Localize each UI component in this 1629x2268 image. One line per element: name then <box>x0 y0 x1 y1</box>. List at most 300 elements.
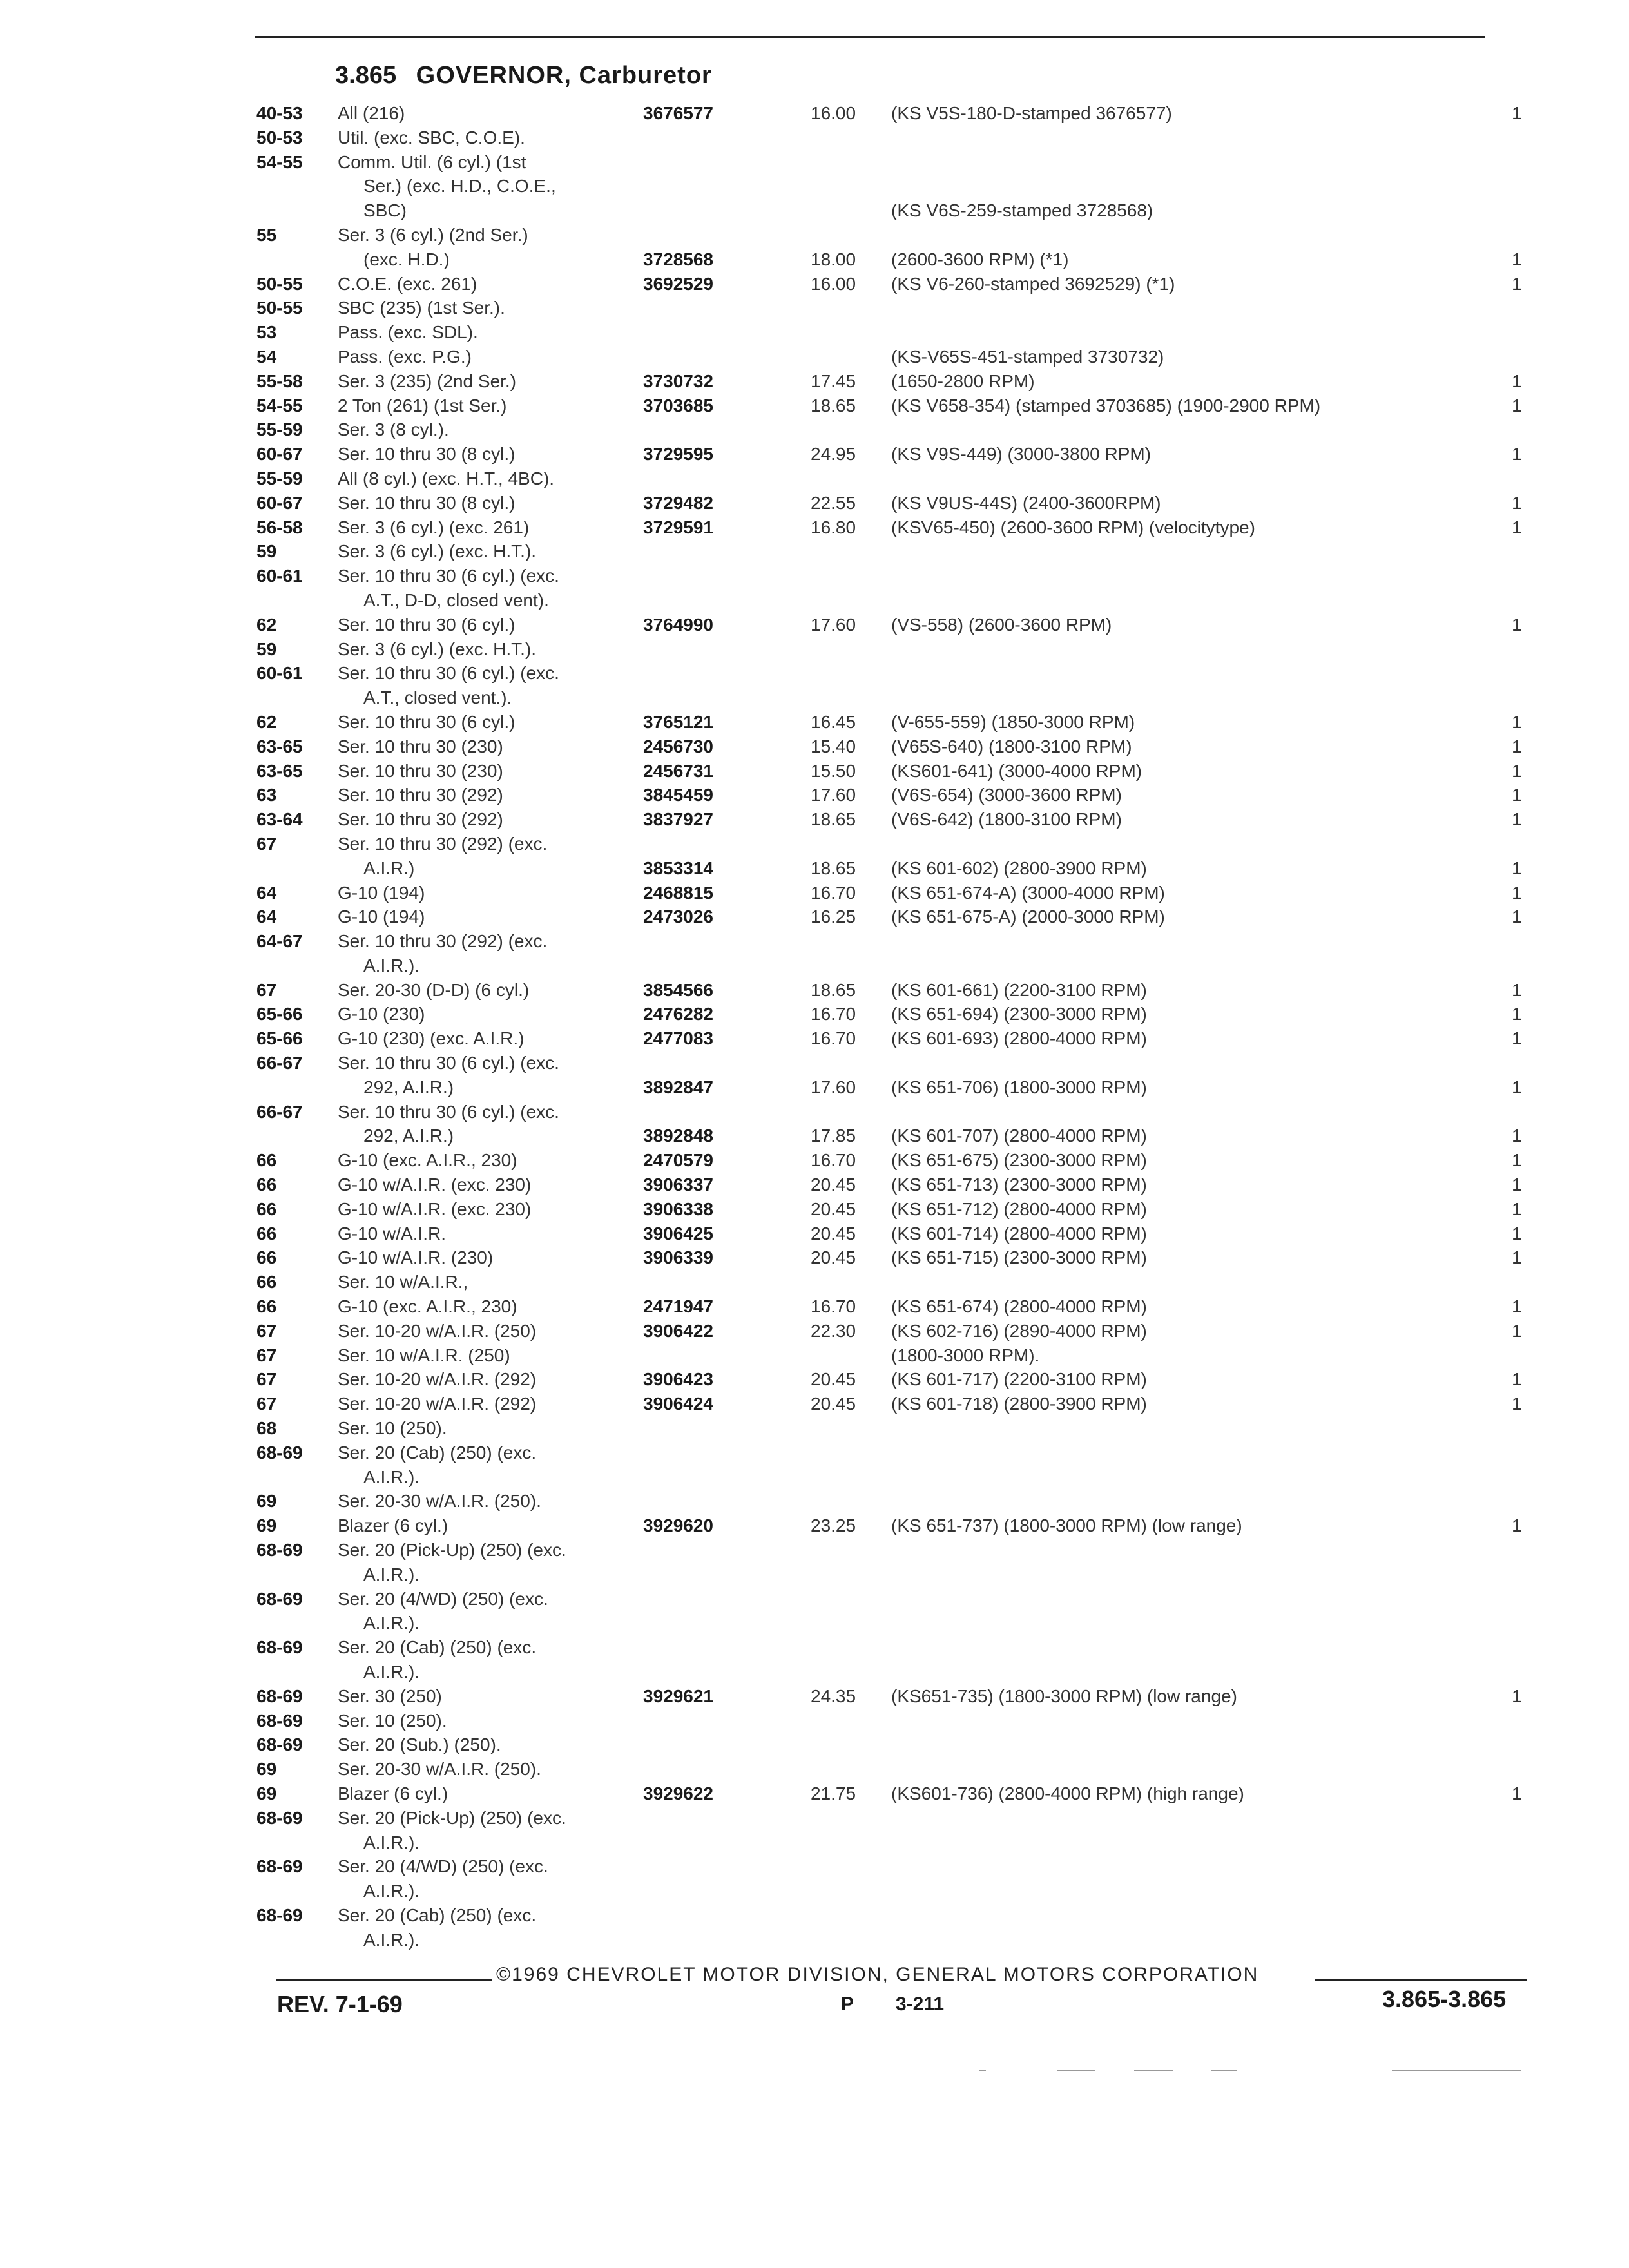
application: All (216) <box>338 103 405 123</box>
list-item <box>256 1369 1522 1394</box>
list-price: 20.45 <box>811 1247 856 1268</box>
list-item <box>256 200 1519 225</box>
model-years: 68-69 <box>256 1540 303 1561</box>
application: A.I.R.). <box>363 1564 420 1584</box>
list-price: 20.45 <box>811 1394 856 1414</box>
model-years: 55-59 <box>256 468 303 488</box>
quantity: 1 <box>1512 1126 1522 1146</box>
governor-description: (KS-V65S-451-stamped 3730732) <box>891 346 1164 367</box>
quantity: 1 <box>1512 444 1522 465</box>
list-item <box>256 858 1522 883</box>
governor-description: (KS651-735) (1800-3000 RPM) (low range) <box>891 1686 1237 1706</box>
application: Ser. 10 (250). <box>338 1710 447 1731</box>
list-item <box>256 931 1519 956</box>
application: Ser. 20 (4/WD) (250) (exc. <box>338 1588 548 1609</box>
quantity: 1 <box>1512 760 1522 781</box>
model-years: 60-61 <box>256 663 303 684</box>
model-years: 54 <box>256 346 277 367</box>
application: SBC (235) (1st Ser.). <box>338 298 505 318</box>
list-item <box>256 1394 1522 1418</box>
governor-description: (KS V9US-44S) (2400-3600RPM) <box>891 492 1161 513</box>
list-price: 17.60 <box>811 614 856 635</box>
model-years: 65-66 <box>256 1004 303 1024</box>
application: Ser. 20-30 (D-D) (6 cyl.) <box>338 979 530 1000</box>
application: A.I.R.). <box>363 1881 420 1901</box>
governor-description: (KS 651-674) (2800-4000 RPM) <box>891 1296 1147 1317</box>
list-price: 17.60 <box>811 1077 856 1097</box>
list-item <box>256 1759 1519 1783</box>
application: Ser. 3 (6 cyl.) (exc. H.T.). <box>338 639 537 659</box>
governor-description: (KS V6S-259-stamped 3728568) <box>891 200 1153 221</box>
list-item <box>256 1613 1519 1637</box>
list-item <box>256 956 1519 980</box>
list-item <box>256 1881 1519 1905</box>
application: Ser. 10 thru 30 (292) (exc. <box>338 931 548 952</box>
model-years: 68-69 <box>256 1686 303 1706</box>
model-years: 68 <box>256 1418 277 1439</box>
list-item <box>256 1198 1522 1224</box>
list-price: 18.65 <box>811 809 856 830</box>
list-item <box>256 1028 1522 1053</box>
governor-description: (KS 601-602) (2800-3900 RPM) <box>891 858 1147 878</box>
application: Ser. 10 thru 30 (6 cyl.) (exc. <box>338 663 559 684</box>
quantity: 1 <box>1512 614 1522 635</box>
model-years: 64 <box>256 907 277 927</box>
quantity: 1 <box>1512 1686 1522 1706</box>
section-title <box>335 62 712 90</box>
list-price: 16.70 <box>811 882 856 903</box>
application: Ser. 10 thru 30 (292) (exc. <box>338 833 548 854</box>
model-years: 67 <box>256 1320 277 1341</box>
application: Blazer (6 cyl.) <box>338 1783 448 1803</box>
part-number: 3906337 <box>643 1175 714 1195</box>
model-years: 68-69 <box>256 1735 303 1755</box>
list-item <box>256 1418 1519 1443</box>
application: SBC) <box>363 200 407 221</box>
part-number: 3929621 <box>643 1686 714 1706</box>
list-price: 16.70 <box>811 1150 856 1171</box>
model-years: 66 <box>256 1223 277 1244</box>
application: Blazer (6 cyl.) <box>338 1515 448 1536</box>
list-item <box>256 1589 1519 1613</box>
model-years: 67 <box>256 1394 277 1414</box>
application: A.I.R.). <box>363 955 420 975</box>
governor-description: (KS 651-675) (2300-3000 RPM) <box>891 1150 1147 1171</box>
list-item <box>256 517 1522 542</box>
scan-speck <box>1134 2070 1173 2071</box>
model-years: 63-65 <box>256 760 303 781</box>
part-number: 3906423 <box>643 1369 714 1390</box>
model-years: 59 <box>256 541 277 562</box>
list-item <box>256 1856 1519 1881</box>
application: Ser.) (exc. H.D., C.O.E., <box>363 176 556 197</box>
part-number: 2456731 <box>643 760 714 781</box>
list-item <box>256 1711 1519 1735</box>
list-price: 16.00 <box>811 273 856 294</box>
model-years: 62 <box>256 614 277 635</box>
list-price: 18.65 <box>811 858 856 878</box>
model-years: 66 <box>256 1198 277 1219</box>
model-years: 55 <box>256 224 277 245</box>
governor-description: (KS V6-260-stamped 3692529) (*1) <box>891 273 1175 294</box>
page-letter: P <box>841 1994 854 2015</box>
quantity: 1 <box>1512 785 1522 805</box>
application: Ser. 10 w/A.I.R. (250) <box>338 1345 510 1365</box>
application: Ser. 20-30 w/A.I.R. (250). <box>338 1491 541 1512</box>
model-years: 55-59 <box>256 419 303 440</box>
model-years: 64-67 <box>256 931 303 952</box>
governor-description: (KS601-641) (3000-4000 RPM) <box>891 760 1142 781</box>
quantity: 1 <box>1512 249 1522 269</box>
quantity: 1 <box>1512 1028 1522 1049</box>
part-number: 3853314 <box>643 858 714 878</box>
application: G-10 w/A.I.R. (exc. 230) <box>338 1175 532 1195</box>
list-item <box>256 1686 1522 1711</box>
revision-date: REV. 7-1-69 <box>277 1991 403 2017</box>
list-item <box>256 1126 1522 1150</box>
application: Ser. 20 (Cab) (250) (exc. <box>338 1905 537 1925</box>
model-years: 54-55 <box>256 395 303 416</box>
model-years: 66 <box>256 1247 277 1268</box>
part-number: 2456730 <box>643 736 714 756</box>
list-price: 20.45 <box>811 1175 856 1195</box>
application: C.O.E. (exc. 261) <box>338 273 477 294</box>
quantity: 1 <box>1512 1004 1522 1024</box>
model-years: 54-55 <box>256 151 303 172</box>
quantity: 1 <box>1512 1198 1522 1219</box>
model-years: 68-69 <box>256 1588 303 1609</box>
page-number: 3-211 <box>896 1994 945 2015</box>
application: Ser. 3 (235) (2nd Ser.) <box>338 370 517 391</box>
list-item <box>256 907 1522 931</box>
list-item <box>256 760 1522 785</box>
footer-rule-right <box>1315 1979 1527 1981</box>
governor-description: (KS 602-716) (2890-4000 RPM) <box>891 1320 1147 1341</box>
model-years: 64 <box>256 882 277 903</box>
governor-description: (KSV65-450) (2600-3600 RPM) (velocitytype) <box>891 517 1255 537</box>
quantity: 1 <box>1512 1150 1522 1171</box>
list-price: 23.25 <box>811 1515 856 1536</box>
quantity: 1 <box>1512 858 1522 878</box>
application: G-10 (194) <box>338 882 425 903</box>
quantity: 1 <box>1512 492 1522 513</box>
list-item <box>256 1783 1522 1808</box>
governor-description: (KS V658-354) (stamped 3703685) (1900-2900 RPM) <box>891 395 1321 416</box>
list-price: 16.70 <box>811 1296 856 1317</box>
model-years: 67 <box>256 1345 277 1365</box>
application: Ser. 20 (Cab) (250) (exc. <box>338 1637 537 1658</box>
list-price: 16.70 <box>811 1028 856 1049</box>
application: G-10 w/A.I.R. <box>338 1223 447 1244</box>
model-years: 63-64 <box>256 809 303 830</box>
quantity: 1 <box>1512 273 1522 294</box>
list-item <box>256 1905 1519 1930</box>
application: G-10 (exc. A.I.R., 230) <box>338 1150 517 1171</box>
list-item <box>256 736 1522 761</box>
footer-rule-left <box>276 1979 492 1981</box>
quantity: 1 <box>1512 370 1522 391</box>
governor-description: (KS601-736) (2800-4000 RPM) (high range) <box>891 1783 1244 1803</box>
model-years: 69 <box>256 1759 277 1780</box>
list-item <box>256 1150 1522 1175</box>
part-number: 3906422 <box>643 1320 714 1341</box>
list-price: 22.30 <box>811 1320 856 1341</box>
list-item <box>256 492 1522 517</box>
list-price: 21.75 <box>811 1783 856 1803</box>
application: G-10 (230) <box>338 1004 425 1024</box>
application: Ser. 10 thru 30 (230) <box>338 736 503 756</box>
section-number: 3.865 <box>335 62 397 89</box>
application: All (8 cyl.) (exc. H.T., 4BC). <box>338 468 555 488</box>
list-item <box>256 1832 1519 1857</box>
quantity: 1 <box>1512 907 1522 927</box>
list-item <box>256 1077 1522 1102</box>
part-number: 3703685 <box>643 395 714 416</box>
application: 292, A.I.R.) <box>363 1077 454 1097</box>
list-item <box>256 1175 1522 1199</box>
model-years: 66-67 <box>256 1101 303 1122</box>
application: Ser. 30 (250) <box>338 1686 442 1706</box>
model-years: 60-61 <box>256 566 303 586</box>
list-item <box>256 1320 1522 1345</box>
list-price: 20.45 <box>811 1223 856 1244</box>
model-years: 50-53 <box>256 127 303 148</box>
scan-speck <box>979 2070 986 2071</box>
model-years: 67 <box>256 833 277 854</box>
list-item <box>256 1443 1519 1467</box>
scan-speck <box>1211 2070 1237 2071</box>
application: A.I.R.) <box>363 858 415 878</box>
model-years: 66 <box>256 1150 277 1171</box>
part-number: 3729482 <box>643 492 714 513</box>
quantity: 1 <box>1512 1369 1522 1390</box>
list-item <box>256 687 1519 712</box>
application: Ser. 10 w/A.I.R., <box>338 1272 468 1293</box>
model-years: 66-67 <box>256 1053 303 1073</box>
list-price: 18.65 <box>811 979 856 1000</box>
model-years: 63 <box>256 785 277 805</box>
list-price: 16.25 <box>811 907 856 927</box>
part-number: 3765121 <box>643 711 714 732</box>
application: Ser. 10 thru 30 (230) <box>338 760 503 781</box>
application: A.I.R.). <box>363 1929 420 1950</box>
quantity: 1 <box>1512 1783 1522 1803</box>
application: Ser. 10 thru 30 (292) <box>338 809 503 830</box>
application: Pass. (exc. SDL). <box>338 322 478 343</box>
list-item <box>256 1491 1519 1515</box>
governor-description: (KS 651-694) (2300-3000 RPM) <box>891 1004 1147 1024</box>
application: G-10 (exc. A.I.R., 230) <box>338 1296 517 1317</box>
governor-description: (2600-3600 RPM) (*1) <box>891 249 1069 269</box>
list-price: 22.55 <box>811 492 856 513</box>
section-reference: 3.865-3.865 <box>1382 1986 1507 2012</box>
list-item <box>256 663 1519 687</box>
list-item <box>256 711 1522 736</box>
application: Ser. 10-20 w/A.I.R. (292) <box>338 1369 537 1390</box>
list-item <box>256 1662 1519 1686</box>
application: Ser. 3 (6 cyl.) (2nd Ser.) <box>338 224 528 245</box>
part-number: 3730732 <box>643 370 714 391</box>
application: Ser. 20 (4/WD) (250) (exc. <box>338 1856 548 1877</box>
list-item <box>256 347 1519 371</box>
governor-description: (VS-558) (2600-3600 RPM) <box>891 614 1112 635</box>
quantity: 1 <box>1512 882 1522 903</box>
list-item <box>256 322 1519 347</box>
application: A.I.R.). <box>363 1613 420 1633</box>
model-years: 53 <box>256 322 277 343</box>
application: A.I.R.). <box>363 1832 420 1852</box>
governor-description: (KS 601-714) (2800-4000 RPM) <box>891 1223 1147 1244</box>
governor-description: (KS 651-737) (1800-3000 RPM) (low range) <box>891 1515 1242 1536</box>
part-number: 2477083 <box>643 1028 714 1049</box>
quantity: 1 <box>1512 711 1522 732</box>
model-years: 67 <box>256 979 277 1000</box>
list-price: 20.45 <box>811 1198 856 1219</box>
list-price: 17.45 <box>811 370 856 391</box>
application: G-10 w/A.I.R. (exc. 230) <box>338 1198 532 1219</box>
list-item <box>256 882 1522 907</box>
list-item <box>256 1223 1522 1248</box>
application: Pass. (exc. P.G.) <box>338 346 472 367</box>
model-years: 56-58 <box>256 517 303 537</box>
part-number: 2473026 <box>643 907 714 927</box>
list-item <box>256 1467 1519 1492</box>
part-number: 3929622 <box>643 1783 714 1803</box>
list-item <box>256 785 1522 809</box>
part-number: 3906339 <box>643 1247 714 1268</box>
model-years: 68-69 <box>256 1637 303 1658</box>
model-years: 63-65 <box>256 736 303 756</box>
list-item <box>256 395 1522 420</box>
governor-description: (KS 601-693) (2800-4000 RPM) <box>891 1028 1147 1049</box>
list-item <box>256 1004 1522 1028</box>
governor-description: (V-655-559) (1850-3000 RPM) <box>891 711 1135 732</box>
model-years: 50-55 <box>256 273 303 294</box>
part-number: 3906338 <box>643 1198 714 1219</box>
application: Ser. 3 (8 cyl.). <box>338 419 449 440</box>
list-item <box>256 834 1519 858</box>
part-number: 3729591 <box>643 517 714 537</box>
model-years: 69 <box>256 1491 277 1512</box>
list-price: 18.65 <box>811 395 856 416</box>
model-years: 60-67 <box>256 444 303 465</box>
model-years: 65-66 <box>256 1028 303 1049</box>
top-rule <box>255 36 1485 38</box>
list-item <box>256 1296 1522 1321</box>
application: G-10 (194) <box>338 907 425 927</box>
list-item <box>256 176 1519 200</box>
governor-description: (1800-3000 RPM). <box>891 1345 1040 1365</box>
list-item <box>256 1053 1519 1077</box>
governor-description: (KS V9S-449) (3000-3800 RPM) <box>891 444 1152 465</box>
application: Ser. 10 thru 30 (292) <box>338 785 503 805</box>
list-item <box>256 1102 1519 1126</box>
list-item <box>256 590 1519 615</box>
list-item <box>256 444 1522 468</box>
copyright-notice: ©1969 CHEVROLET MOTOR DIVISION, GENERAL MOTORS CORPORATION <box>496 1964 1259 1985</box>
governor-description: (KS 601-718) (2800-3900 RPM) <box>891 1394 1147 1414</box>
list-price: 17.85 <box>811 1126 856 1146</box>
model-years: 68-69 <box>256 1905 303 1925</box>
model-years: 60-67 <box>256 492 303 513</box>
governor-description: (V6S-654) (3000-3600 RPM) <box>891 785 1122 805</box>
application: Ser. 10 thru 30 (6 cyl.) <box>338 711 516 732</box>
list-item <box>256 1515 1522 1540</box>
list-item <box>256 979 1522 1004</box>
model-years: 69 <box>256 1783 277 1803</box>
governor-description: (V6S-642) (1800-3100 RPM) <box>891 809 1122 830</box>
application: Ser. 10 thru 30 (6 cyl.) (exc. <box>338 1053 559 1073</box>
model-years: 67 <box>256 1369 277 1390</box>
application: 292, A.I.R.) <box>363 1126 454 1146</box>
governor-description: (KS 651-706) (1800-3000 RPM) <box>891 1077 1147 1097</box>
list-price: 15.40 <box>811 736 856 756</box>
list-item <box>256 225 1519 249</box>
list-item <box>256 249 1522 274</box>
part-number: 3854566 <box>643 979 714 1000</box>
list-item <box>256 1735 1519 1759</box>
governor-description: (1650-2800 RPM) <box>891 370 1035 391</box>
scan-speck <box>1392 2070 1521 2071</box>
list-item <box>256 1345 1519 1370</box>
application: Ser. 3 (6 cyl.) (exc. 261) <box>338 517 530 537</box>
application: Ser. 10-20 w/A.I.R. (250) <box>338 1320 537 1341</box>
part-number: 3929620 <box>643 1515 714 1536</box>
quantity: 1 <box>1512 1394 1522 1414</box>
governor-description: (KS 651-674-A) (3000-4000 RPM) <box>891 882 1165 903</box>
part-number: 3676577 <box>643 103 714 123</box>
application: Ser. 20 (Sub.) (250). <box>338 1735 501 1755</box>
list-item <box>256 1272 1519 1296</box>
list-item <box>256 1637 1519 1662</box>
governor-description: (KS V5S-180-D-stamped 3676577) <box>891 103 1172 123</box>
list-item <box>256 298 1519 322</box>
list-item <box>256 468 1519 493</box>
list-item <box>256 1564 1519 1589</box>
section-name: GOVERNOR, Carburetor <box>416 62 712 89</box>
part-number: 2471947 <box>643 1296 714 1317</box>
model-years: 55-58 <box>256 370 303 391</box>
governor-description: (KS 601-717) (2200-3100 RPM) <box>891 1369 1147 1390</box>
governor-description: (KS 601-707) (2800-4000 RPM) <box>891 1126 1147 1146</box>
quantity: 1 <box>1512 809 1522 830</box>
quantity: 1 <box>1512 1296 1522 1317</box>
list-price: 24.35 <box>811 1686 856 1706</box>
list-item <box>256 614 1522 639</box>
list-item <box>256 1930 1519 1954</box>
governor-description: (KS 651-675-A) (2000-3000 RPM) <box>891 907 1165 927</box>
scan-speck <box>1057 2070 1095 2071</box>
application: A.I.R.). <box>363 1466 420 1487</box>
application: A.T., D-D, closed vent). <box>363 590 549 610</box>
application: Ser. 20 (Pick-Up) (250) (exc. <box>338 1807 566 1828</box>
list-price: 16.00 <box>811 103 856 123</box>
application: Ser. 10 (250). <box>338 1418 447 1439</box>
quantity: 1 <box>1512 395 1522 416</box>
part-number: 3892848 <box>643 1126 714 1146</box>
list-item <box>256 370 1522 396</box>
quantity: 1 <box>1512 517 1522 537</box>
application: Ser. 3 (6 cyl.) (exc. H.T.). <box>338 541 537 562</box>
application: 2 Ton (261) (1st Ser.) <box>338 395 507 416</box>
governor-description: (KS 601-661) (2200-3100 RPM) <box>891 979 1147 1000</box>
application: G-10 w/A.I.R. (230) <box>338 1247 494 1268</box>
list-item <box>256 566 1519 590</box>
application: Ser. 10 thru 30 (6 cyl.) <box>338 614 516 635</box>
model-years: 62 <box>256 711 277 732</box>
model-years: 40-53 <box>256 103 303 123</box>
part-number: 3892847 <box>643 1077 714 1097</box>
